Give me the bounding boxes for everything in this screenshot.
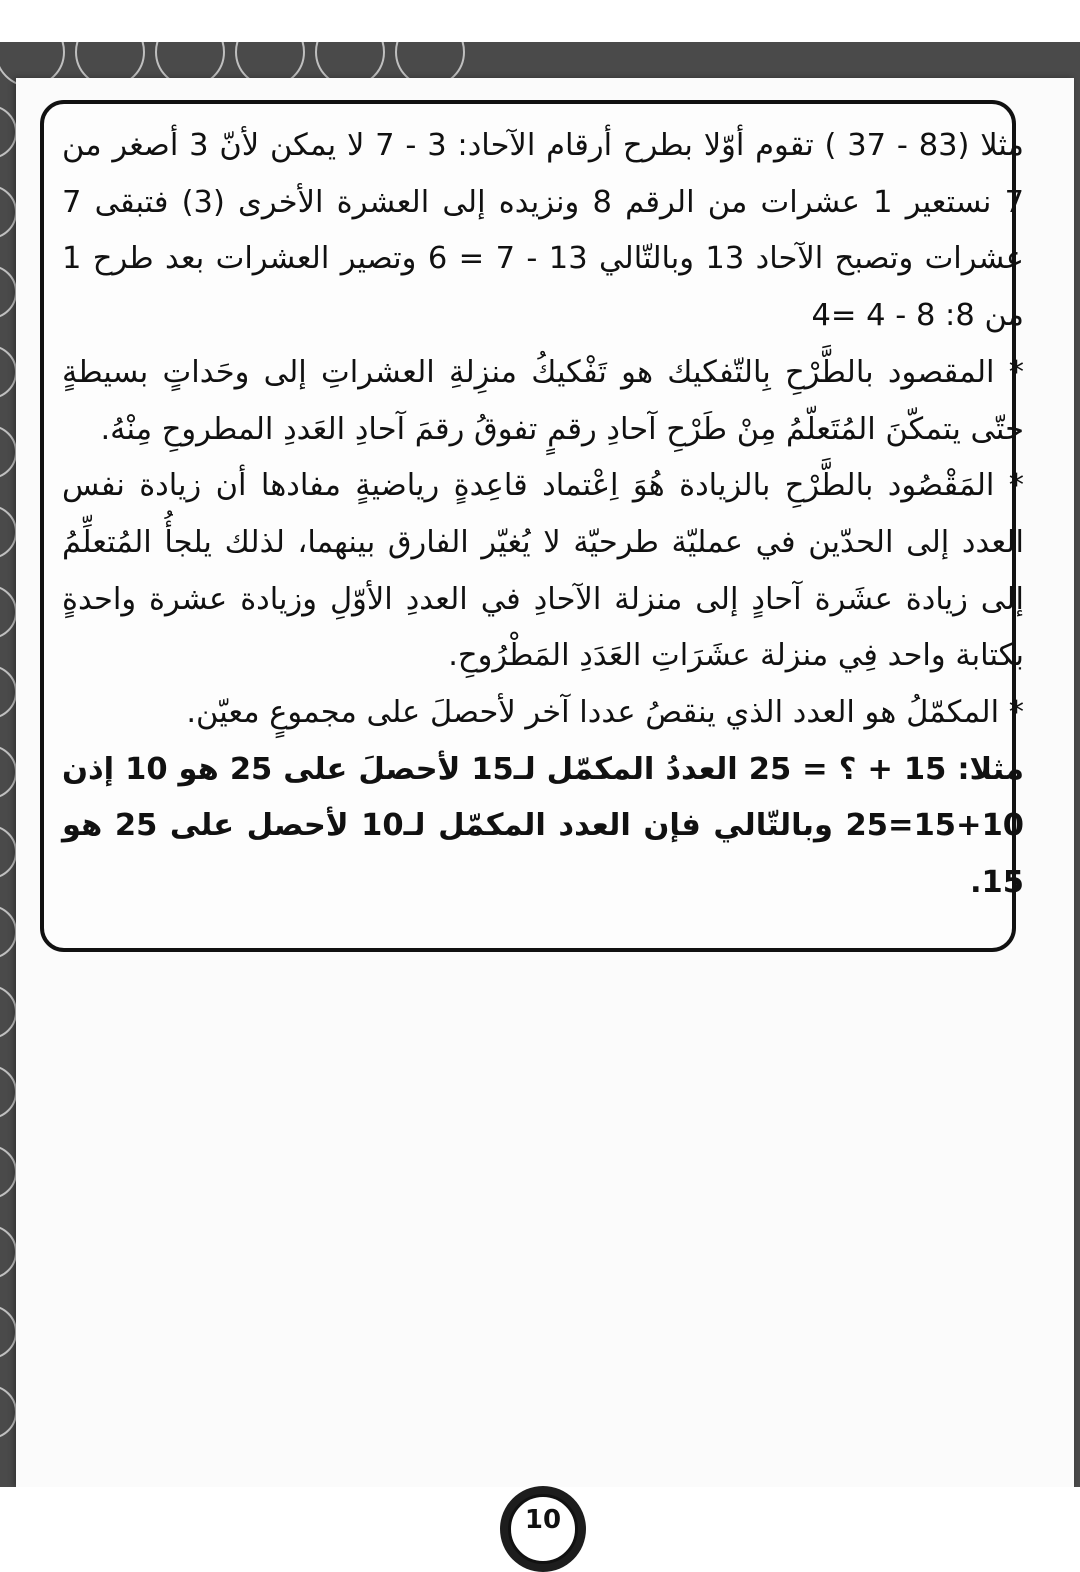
content-paragraphs bbox=[62, 118, 1024, 912]
paragraph-complement-definition: * المكمّلُ هو العدد الذي ينقصُ عددا آخر لأحصلَ على مجموعٍ معيّن. bbox=[186, 695, 1024, 731]
paragraph-complement-example: مثلا: 15 + ؟ = 25 العددُ المكمّل لـ15 لأحصلَ على 25 هو 10 إذن 10+15=25 وبالتّالي فإن العدد المكمّل لـ10 لأحصل على 25 هو 15. bbox=[62, 751, 1025, 901]
paragraph-example-subtraction: مثلا (83 - 37 ) تقوم أوّلا بطرح أرقام الآحاد: 3 - 7 لا يمكن لأنّ 3 أصغر من 7 نستعير 1 عشرات من الرقم 8 ونزيده إلى العشرة الأخرى (3) فتبقى 7 عشرات وتصبح الآحاد 13 وبالتّالي 13 - 7 = 6 وتصير العشرات بعد طرح 1 من 8: 8 - 4 =4 bbox=[62, 128, 1025, 334]
paragraph-decomposition-definition: * المقصود بالطَّرْحِ بِالتّفكيك هو تَفْكيكُ منزِلةِ العشراتِ إلى وحَداتٍ بسيطةٍ حتّى يتمكّنَ المُتَعلّمُ مِنْ طَرْحِ آحادِ رقمٍ تفوقُ رقمَ آحادِ العَددِ المطروحِ مِنْهُ. bbox=[62, 354, 1024, 447]
paragraph-addition-method-definition: * المَقْصُود بالطَّرْحِ بالزيادة هُوَ اِعْتماد قاعِدةٍ رياضيةٍ مفادها أن زيادة نفس العدد إلى الحدّين في عمليّة طرحيّة لا يُغيّر الفارق بينهما، لذلك يلجأُ المُتعلِّمُ إلى زيادة عشَرة آحادٍ إلى منزلة الآحادِ في العددِ الأوّلِ وزيادة عشرة واحدةٍ بكتابة واحد فِي منزلة عشَرَاتِ العَدَدِ المَطْرُوحِ. bbox=[62, 468, 1024, 674]
top-margin bbox=[0, 0, 1080, 42]
page-number: 10 bbox=[508, 1494, 578, 1564]
